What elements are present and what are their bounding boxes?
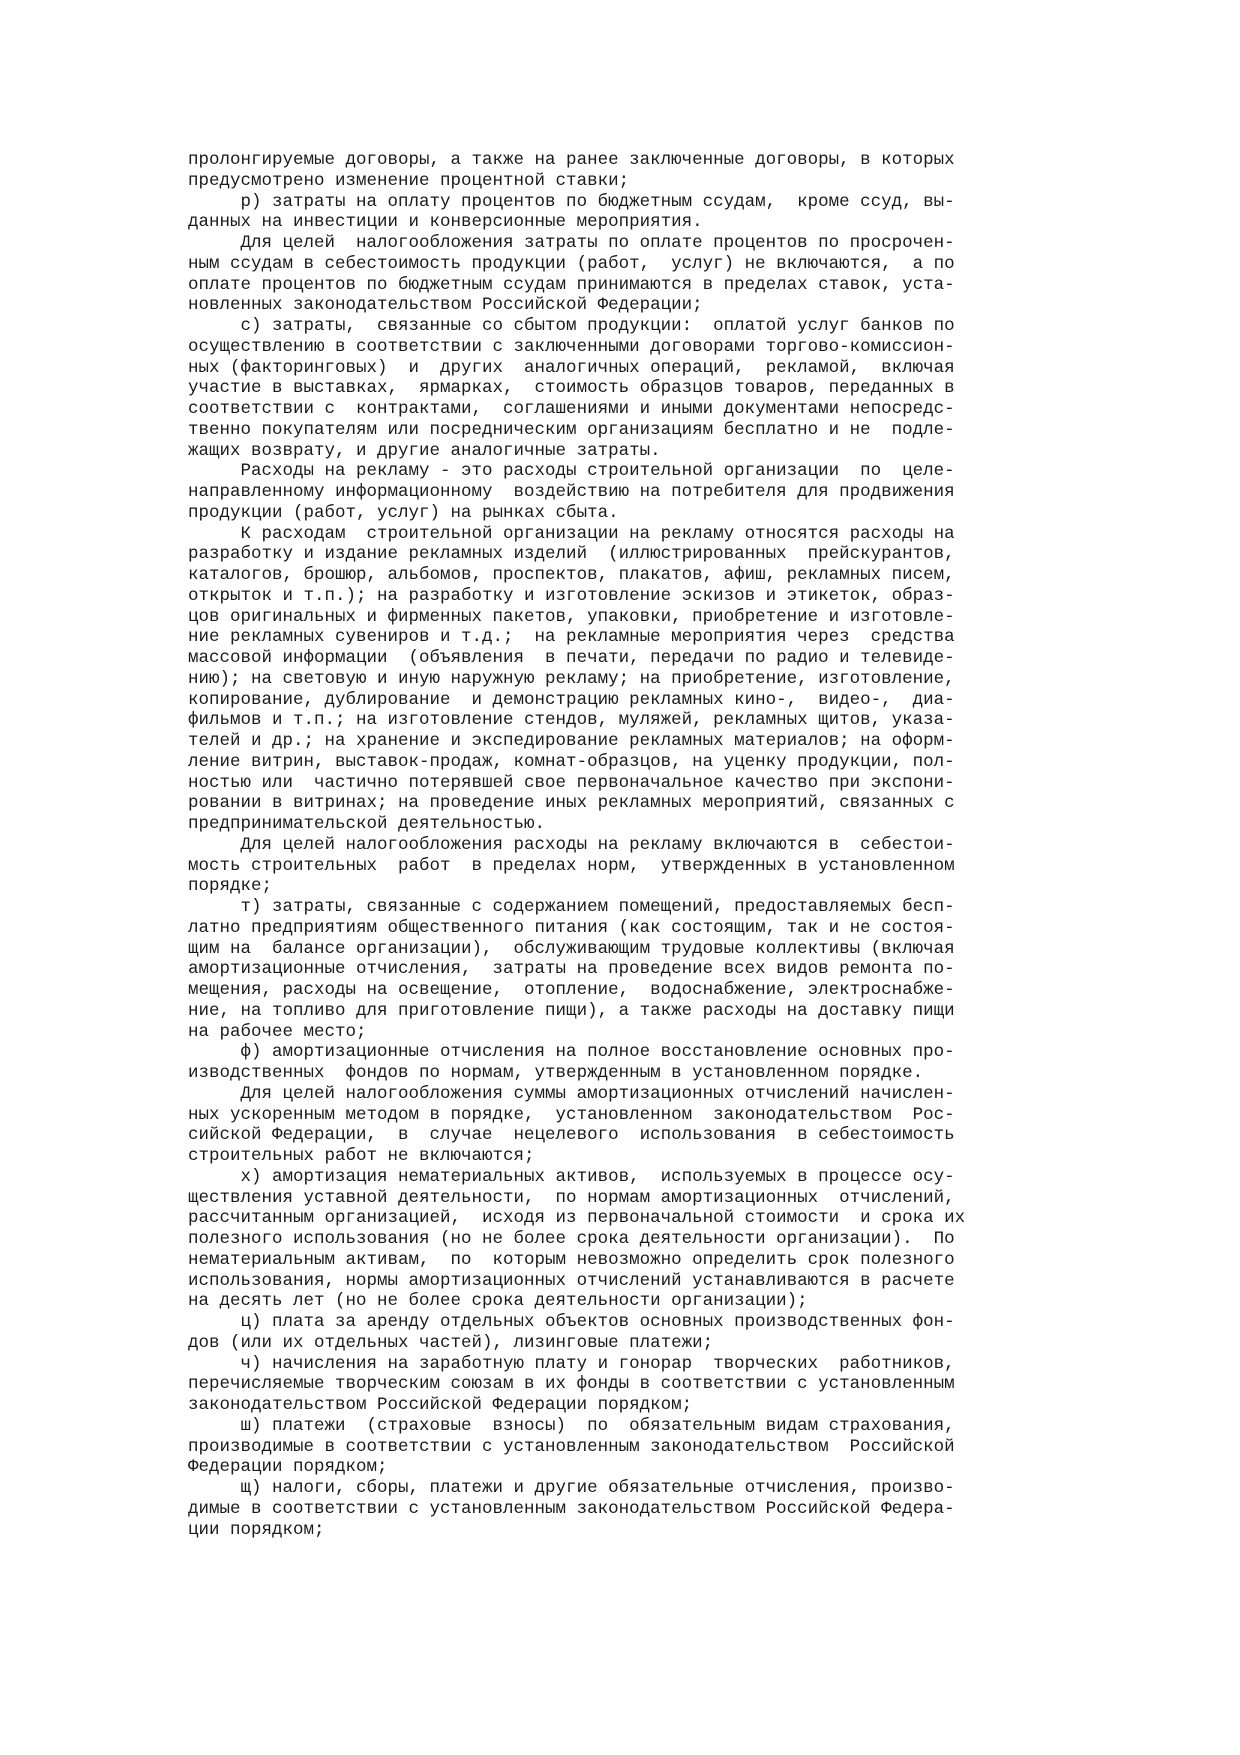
text-line: сийской Федерации, в случае нецелевого использования в себестоимость [188,1125,955,1146]
text-line: щ) налоги, сборы, платежи и другие обязательные отчисления, произво- [188,1478,955,1498]
text-line: законодательством Российской Федерации порядком; [188,1395,693,1415]
text-line: латно предприятиям общественного питания (как состоящим, так и не состоя- [188,917,955,938]
text-line: открыток и т.п.); на разработку и изготовление эскизов и этикеток, образ- [188,585,955,606]
document-body [188,150,1048,1540]
text-line: ление витрин, выставок-продаж, комнат-образцов, на уценку продукции, пол- [188,751,955,772]
text-line: т) затраты, связанные с содержанием помещений, предоставляемых бесп- [188,897,955,917]
text-line: соответствии с контрактами, соглашениями и иными документами непосредс- [188,399,955,419]
text-line: продукции (работ, услуг) на рынках сбыта. [188,502,619,523]
text-line: на десять лет (но не более срока деятельности организации); [188,1291,808,1312]
text-line: использования, нормы амортизационных отчислений устанавливаются в расчете [188,1270,955,1291]
text-line: ным ссудам в себестоимость продукции (работ, услуг) не включаются, а по [188,253,955,274]
text-line: ч) начисления на заработную плату и гонорар творческих работников, [188,1353,955,1374]
text-line: ние, на топливо для приготовление пищи), а также расходы на доставку пищи [188,1000,955,1021]
text-line: ние рекламных сувениров и т.д.; на рекламные мероприятия через средства [188,627,955,648]
text-line: рассчитанным организацией, исходя из первоначальной стоимости и срока их [188,1208,966,1229]
text-line: телей и др.; на хранение и экспедирование рекламных материалов; на оформ- [188,731,955,751]
text-line: амортизационные отчисления, затраты на проведение всех видов ремонта по- [188,959,955,980]
text-line: на рабочее место; [188,1021,367,1042]
text-line: предпринимательской деятельностью. [188,814,546,834]
text-line: дов (или их отдельных частей), лизинговые платежи; [188,1332,714,1353]
text-line: перечисляемые творческим союзам в их фонды в соответствии с установленным [188,1374,955,1395]
text-line: пролонгируемые договоры, а также на ранее заключенные договоры, в которых [188,150,955,170]
text-line: нию); на световую и иную наружную рекламу; на приобретение, изготовление, [188,668,955,689]
text-line: направленному информационному воздействию на потребителя для продвижения [188,482,955,502]
text-line: мость строительных работ в пределах норм, утвержденных в установленном [188,855,955,876]
text-line: димые в соответствии с установленным законодательством Российской Федера- [188,1498,955,1519]
text-line: х) амортизация нематериальных активов, используемых в процессе осу- [188,1166,955,1187]
text-line: Для целей налогообложения расходы на рекламу включаются в себестои- [188,834,955,855]
text-line: Для целей налогообложения суммы амортизационных отчислений начислен- [188,1083,955,1104]
text-line: Расходы на рекламу - это расходы строительной организации по целе- [188,461,955,482]
text-line: ных ускоренным методом в порядке, установленном законодательством Рос- [188,1104,955,1125]
text-line: оплате процентов по бюджетным ссудам принимаются в пределах ставок, уста- [188,274,955,295]
text-line: р) затраты на оплату процентов по бюджетным ссудам, кроме ссуд, вы- [188,191,955,212]
text-line: каталогов, брошюр, альбомов, проспектов, плакатов, афиш, рекламных писем, [188,565,955,585]
text-line: твенно покупателям или посредническим организациям бесплатно и не подле- [188,419,955,440]
text-line: К расходам строительной организации на рекламу относятся расходы на [188,523,955,544]
text-line: ровании в витринах; на проведение иных рекламных мероприятий, связанных с [188,793,955,814]
text-line: фильмов и т.п.; на изготовление стендов, муляжей, рекламных щитов, указа- [188,710,955,731]
text-line: участие в выставках, ярмарках, стоимость образцов товаров, переданных в [188,378,955,399]
text-line: ции порядком; [188,1519,325,1540]
text-line: массовой информации (объявления в печати, передачи по радио и телевиде- [188,648,955,668]
text-line: ф) амортизационные отчисления на полное восстановление основных про- [188,1042,955,1063]
text-line: разработку и издание рекламных изделий (иллюстрированных прейскурантов, [188,544,955,565]
text-line: жащих возврату, и другие аналогичные затраты. [188,440,661,461]
text-line: щим на балансе организации), обслуживающим трудовые коллективы (включая [188,938,955,959]
text-line: ностью или частично потерявшей свое первоначальное качество при экспони- [188,772,955,793]
text-line: изводственных фондов по нормам, утвержденным в установленном порядке. [188,1063,924,1083]
text-line: новленных законодательством Российской Федерации; [188,295,703,316]
text-line: с) затраты, связанные со сбытом продукции: оплатой услуг банков по [188,316,955,336]
text-line: данных на инвестиции и конверсионные мероприятия. [188,212,703,233]
text-line: ц) плата за аренду отдельных объектов основных производственных фон- [188,1312,955,1332]
text-line: производимые в соответствии с установленным законодательством Российской [188,1436,955,1457]
text-line: порядке; [188,876,273,897]
text-line: строительных работ не включаются; [188,1146,535,1166]
text-line: предусмотрено изменение процентной ставки; [188,170,630,191]
text-line: Для целей налогообложения затраты по оплате процентов по просрочен- [188,233,955,253]
text-line: Федерации порядком; [188,1457,388,1478]
text-line: полезного использования (но не более срока деятельности организации). По [188,1229,955,1249]
text-line: цов оригинальных и фирменных пакетов, упаковки, приобретение и изготовле- [188,606,955,627]
text-line: копирование, дублирование и демонстрацию рекламных кино-, видео-, диа- [188,689,955,710]
text-line: ных (факторинговых) и других аналогичных операций, рекламой, включая [188,357,955,378]
text-line: ществления уставной деятельности, по нормам амортизационных отчислений, [188,1187,955,1208]
text-line: мещения, расходы на освещение, отопление, водоснабжение, электроснабже- [188,980,955,1000]
text-line: осуществлению в соответствии с заключенными договорами торгово-комиссион- [188,336,955,357]
text-line: ш) платежи (страховые взносы) по обязательным видам страхования, [188,1415,955,1436]
text-line: нематериальным активам, по которым невозможно определить срок полезного [188,1249,955,1270]
